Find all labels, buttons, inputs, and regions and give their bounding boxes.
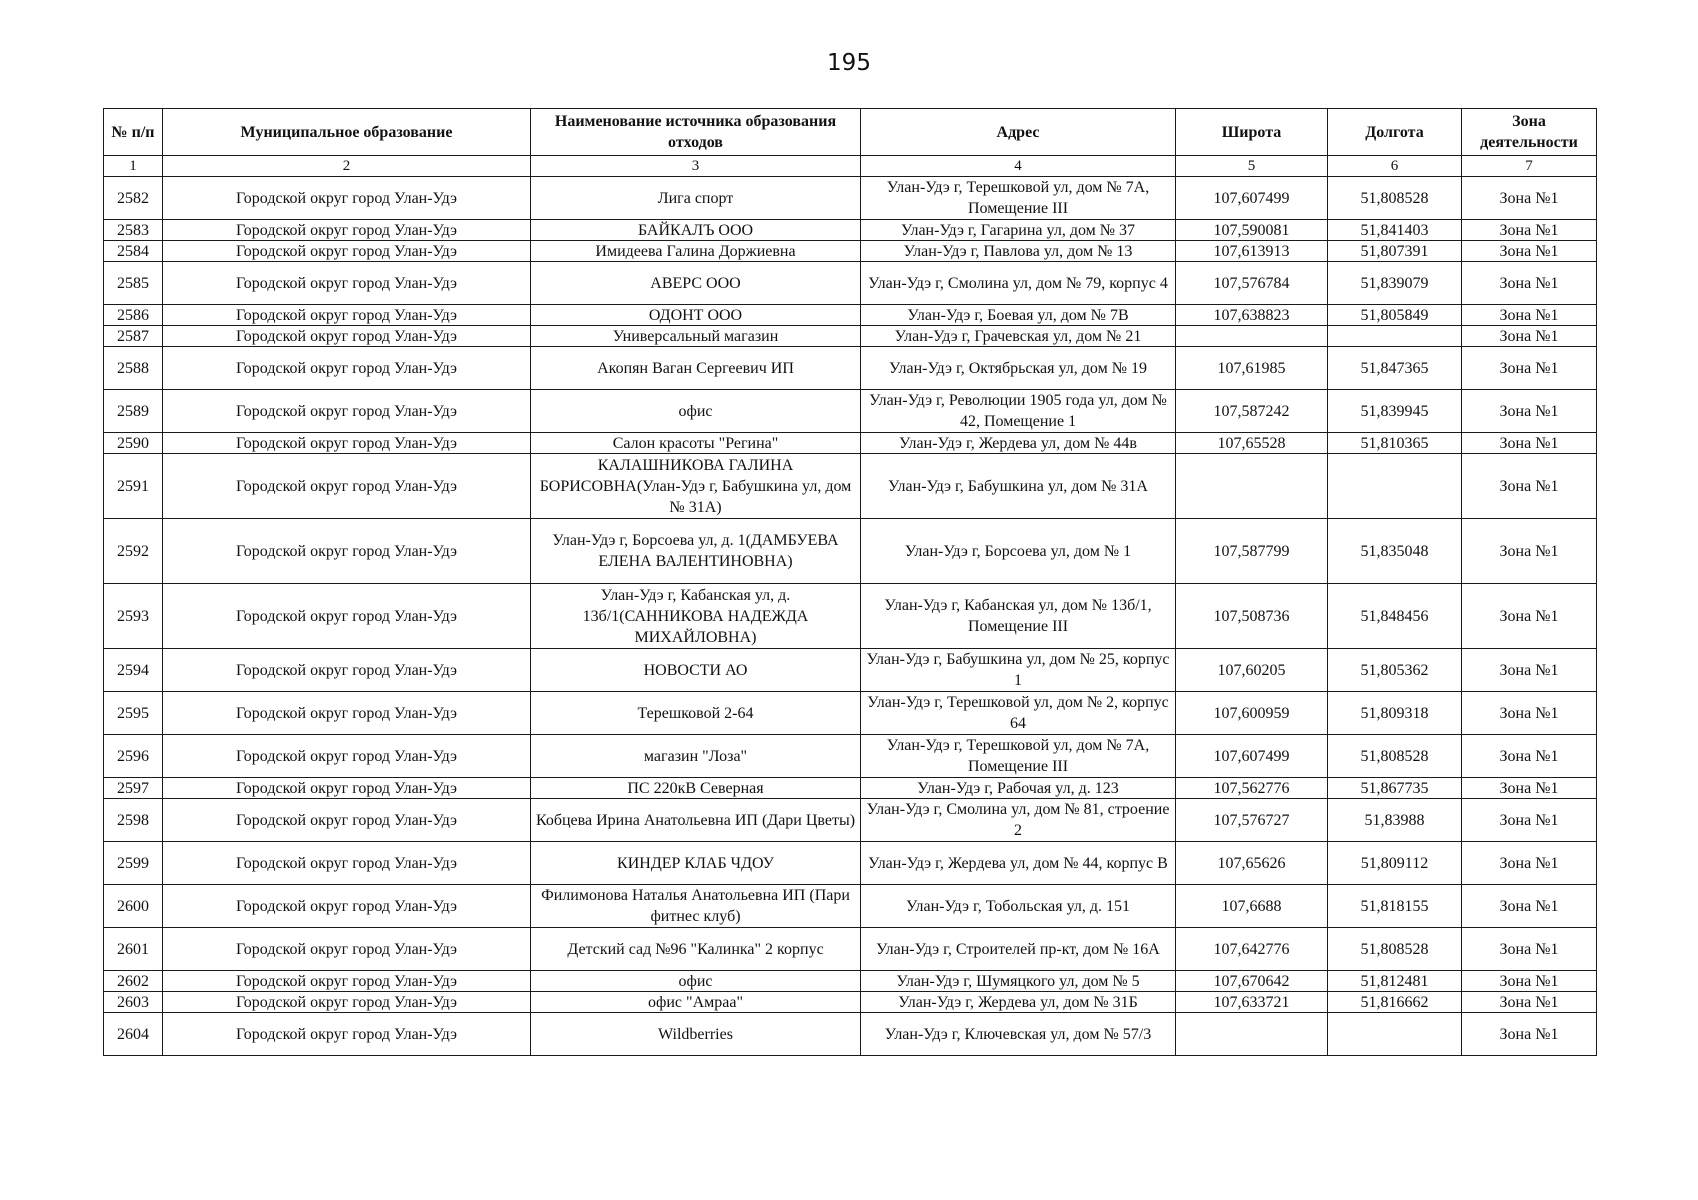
source-name-cell: Терешковой 2-64 bbox=[531, 692, 861, 735]
column-number: 6 bbox=[1328, 156, 1462, 177]
column-number: 3 bbox=[531, 156, 861, 177]
source-name-cell: КАЛАШНИКОВА ГАЛИНА БОРИСОВНА(Улан-Удэ г, Бабушкина ул, дом № 31А) bbox=[531, 454, 861, 519]
latitude-cell: 107,65528 bbox=[1176, 433, 1328, 454]
address-cell: Улан-Удэ г, Кабанская ул, дом № 13б/1, Помещение III bbox=[861, 584, 1176, 649]
address-cell: Улан-Удэ г, Революции 1905 года ул, дом № 42, Помещение 1 bbox=[861, 390, 1176, 433]
source-name-cell: Кобцева Ирина Анатольевна ИП (Дари Цветы) bbox=[531, 799, 861, 842]
table-row bbox=[104, 220, 1597, 241]
zone-cell: Зона №1 bbox=[1462, 885, 1597, 928]
latitude-cell: 107,638823 bbox=[1176, 305, 1328, 326]
longitude-cell: 51,809318 bbox=[1328, 692, 1462, 735]
table-row bbox=[104, 842, 1597, 885]
address-cell: Улан-Удэ г, Боевая ул, дом № 7В bbox=[861, 305, 1176, 326]
longitude-cell: 51,848456 bbox=[1328, 584, 1462, 649]
zone-cell: Зона №1 bbox=[1462, 326, 1597, 347]
source-name-cell: офис bbox=[531, 390, 861, 433]
municipality-cell: Городской округ город Улан-Удэ bbox=[163, 347, 531, 390]
column-number: 2 bbox=[163, 156, 531, 177]
address-cell: Улан-Удэ г, Бабушкина ул, дом № 25, корпус 1 bbox=[861, 649, 1176, 692]
municipality-cell: Городской округ город Улан-Удэ bbox=[163, 519, 531, 584]
longitude-cell: 51,807391 bbox=[1328, 241, 1462, 262]
municipality-cell: Городской округ город Улан-Удэ bbox=[163, 735, 531, 778]
row-number: 2587 bbox=[104, 326, 163, 347]
zone-cell: Зона №1 bbox=[1462, 1013, 1597, 1056]
row-number: 2604 bbox=[104, 1013, 163, 1056]
header-latitude: Широта bbox=[1176, 109, 1328, 156]
table-row bbox=[104, 992, 1597, 1013]
municipality-cell: Городской округ город Улан-Удэ bbox=[163, 584, 531, 649]
table-row bbox=[104, 241, 1597, 262]
municipality-cell: Городской округ город Улан-Удэ bbox=[163, 433, 531, 454]
municipality-cell: Городской округ город Улан-Удэ bbox=[163, 1013, 531, 1056]
longitude-cell: 51,847365 bbox=[1328, 347, 1462, 390]
table-row bbox=[104, 735, 1597, 778]
header-source-name: Наименование источника образования отходов bbox=[531, 109, 861, 156]
table-row bbox=[104, 649, 1597, 692]
table-row bbox=[104, 326, 1597, 347]
zone-cell: Зона №1 bbox=[1462, 649, 1597, 692]
zone-cell: Зона №1 bbox=[1462, 220, 1597, 241]
zone-cell: Зона №1 bbox=[1462, 347, 1597, 390]
source-name-cell: Улан-Удэ г, Кабанская ул, д. 13б/1(САННИКОВА НАДЕЖДА МИХАЙЛОВНА) bbox=[531, 584, 861, 649]
table-row bbox=[104, 177, 1597, 220]
latitude-cell: 107,607499 bbox=[1176, 177, 1328, 220]
row-number: 2594 bbox=[104, 649, 163, 692]
address-cell: Улан-Удэ г, Терешковой ул, дом № 2, корпус 64 bbox=[861, 692, 1176, 735]
latitude-cell: 107,670642 bbox=[1176, 971, 1328, 992]
zone-cell: Зона №1 bbox=[1462, 735, 1597, 778]
table-row bbox=[104, 584, 1597, 649]
longitude-cell: 51,805849 bbox=[1328, 305, 1462, 326]
header-address: Адрес bbox=[861, 109, 1176, 156]
source-name-cell: АВЕРС ООО bbox=[531, 262, 861, 305]
table-row bbox=[104, 519, 1597, 584]
row-number: 2599 bbox=[104, 842, 163, 885]
header-row bbox=[104, 109, 1597, 156]
latitude-cell: 107,60205 bbox=[1176, 649, 1328, 692]
municipality-cell: Городской округ город Улан-Удэ bbox=[163, 885, 531, 928]
address-cell: Улан-Удэ г, Павлова ул, дом № 13 bbox=[861, 241, 1176, 262]
latitude-cell: 107,65626 bbox=[1176, 842, 1328, 885]
latitude-cell: 107,576784 bbox=[1176, 262, 1328, 305]
longitude-cell: 51,812481 bbox=[1328, 971, 1462, 992]
municipality-cell: Городской округ город Улан-Удэ bbox=[163, 928, 531, 971]
page-number: 195 bbox=[827, 50, 871, 76]
row-number: 2585 bbox=[104, 262, 163, 305]
table-row bbox=[104, 928, 1597, 971]
address-cell: Улан-Удэ г, Терешковой ул, дом № 7А, Помещение III bbox=[861, 177, 1176, 220]
longitude-cell: 51,839079 bbox=[1328, 262, 1462, 305]
zone-cell: Зона №1 bbox=[1462, 433, 1597, 454]
longitude-cell: 51,805362 bbox=[1328, 649, 1462, 692]
row-number: 2597 bbox=[104, 778, 163, 799]
table-row bbox=[104, 347, 1597, 390]
zone-cell: Зона №1 bbox=[1462, 454, 1597, 519]
latitude-cell: 107,61985 bbox=[1176, 347, 1328, 390]
zone-cell: Зона №1 bbox=[1462, 971, 1597, 992]
latitude-cell: 107,562776 bbox=[1176, 778, 1328, 799]
address-cell: Улан-Удэ г, Тобольская ул, д. 151 bbox=[861, 885, 1176, 928]
longitude-cell bbox=[1328, 1013, 1462, 1056]
row-number: 2596 bbox=[104, 735, 163, 778]
column-number: 7 bbox=[1462, 156, 1597, 177]
municipality-cell: Городской округ город Улан-Удэ bbox=[163, 454, 531, 519]
table-row bbox=[104, 1013, 1597, 1056]
latitude-cell: 107,600959 bbox=[1176, 692, 1328, 735]
municipality-cell: Городской округ город Улан-Удэ bbox=[163, 992, 531, 1013]
source-name-cell: НОВОСТИ АО bbox=[531, 649, 861, 692]
latitude-cell: 107,590081 bbox=[1176, 220, 1328, 241]
zone-cell: Зона №1 bbox=[1462, 778, 1597, 799]
table-row bbox=[104, 778, 1597, 799]
longitude-cell: 51,808528 bbox=[1328, 735, 1462, 778]
address-cell: Улан-Удэ г, Грачевская ул, дом № 21 bbox=[861, 326, 1176, 347]
municipality-cell: Городской округ город Улан-Удэ bbox=[163, 220, 531, 241]
source-name-cell: Универсальный магазин bbox=[531, 326, 861, 347]
longitude-cell: 51,816662 bbox=[1328, 992, 1462, 1013]
row-number: 2592 bbox=[104, 519, 163, 584]
longitude-cell: 51,818155 bbox=[1328, 885, 1462, 928]
row-number: 2602 bbox=[104, 971, 163, 992]
source-name-cell: Салон красоты "Регина" bbox=[531, 433, 861, 454]
address-cell: Улан-Удэ г, Гагарина ул, дом № 37 bbox=[861, 220, 1176, 241]
latitude-cell: 107,576727 bbox=[1176, 799, 1328, 842]
source-name-cell: Wildberries bbox=[531, 1013, 861, 1056]
zone-cell: Зона №1 bbox=[1462, 584, 1597, 649]
longitude-cell: 51,808528 bbox=[1328, 928, 1462, 971]
municipality-cell: Городской округ город Улан-Удэ bbox=[163, 262, 531, 305]
table-body bbox=[104, 177, 1597, 1056]
row-number: 2583 bbox=[104, 220, 163, 241]
longitude-cell bbox=[1328, 326, 1462, 347]
table-row bbox=[104, 433, 1597, 454]
row-number: 2593 bbox=[104, 584, 163, 649]
table-row bbox=[104, 692, 1597, 735]
municipality-cell: Городской округ город Улан-Удэ bbox=[163, 305, 531, 326]
municipality-cell: Городской округ город Улан-Удэ bbox=[163, 842, 531, 885]
source-name-cell: Имидеева Галина Доржиевна bbox=[531, 241, 861, 262]
latitude-cell: 107,508736 bbox=[1176, 584, 1328, 649]
address-cell: Улан-Удэ г, Строителей пр-кт, дом № 16А bbox=[861, 928, 1176, 971]
address-cell: Улан-Удэ г, Смолина ул, дом № 79, корпус 4 bbox=[861, 262, 1176, 305]
address-cell: Улан-Удэ г, Ключевская ул, дом № 57/3 bbox=[861, 1013, 1176, 1056]
source-name-cell: БАЙКАЛЪ ООО bbox=[531, 220, 861, 241]
zone-cell: Зона №1 bbox=[1462, 692, 1597, 735]
longitude-cell: 51,83988 bbox=[1328, 799, 1462, 842]
longitude-cell: 51,809112 bbox=[1328, 842, 1462, 885]
table-row bbox=[104, 305, 1597, 326]
source-name-cell: Филимонова Наталья Анатольевна ИП (Пари фитнес клуб) bbox=[531, 885, 861, 928]
zone-cell: Зона №1 bbox=[1462, 842, 1597, 885]
zone-cell: Зона №1 bbox=[1462, 305, 1597, 326]
row-number: 2591 bbox=[104, 454, 163, 519]
address-cell: Улан-Удэ г, Шумяцкого ул, дом № 5 bbox=[861, 971, 1176, 992]
address-cell: Улан-Удэ г, Октябрьская ул, дом № 19 bbox=[861, 347, 1176, 390]
header-number: № п/п bbox=[104, 109, 163, 156]
address-cell: Улан-Удэ г, Терешковой ул, дом № 7А, Помещение III bbox=[861, 735, 1176, 778]
source-name-cell: Акопян Ваган Сергеевич ИП bbox=[531, 347, 861, 390]
longitude-cell bbox=[1328, 454, 1462, 519]
longitude-cell: 51,810365 bbox=[1328, 433, 1462, 454]
municipality-cell: Городской округ город Улан-Удэ bbox=[163, 692, 531, 735]
source-name-cell: магазин "Лоза" bbox=[531, 735, 861, 778]
municipality-cell: Городской округ город Улан-Удэ bbox=[163, 778, 531, 799]
longitude-cell: 51,867735 bbox=[1328, 778, 1462, 799]
zone-cell: Зона №1 bbox=[1462, 241, 1597, 262]
municipality-cell: Городской округ город Улан-Удэ bbox=[163, 649, 531, 692]
zone-cell: Зона №1 bbox=[1462, 262, 1597, 305]
longitude-cell: 51,808528 bbox=[1328, 177, 1462, 220]
table-row bbox=[104, 799, 1597, 842]
source-name-cell: ОДОНТ ООО bbox=[531, 305, 861, 326]
table-row bbox=[104, 885, 1597, 928]
latitude-cell: 107,642776 bbox=[1176, 928, 1328, 971]
zone-cell: Зона №1 bbox=[1462, 799, 1597, 842]
header-longitude: Долгота bbox=[1328, 109, 1462, 156]
column-number: 1 bbox=[104, 156, 163, 177]
longitude-cell: 51,839945 bbox=[1328, 390, 1462, 433]
row-number: 2598 bbox=[104, 799, 163, 842]
longitude-cell: 51,841403 bbox=[1328, 220, 1462, 241]
longitude-cell: 51,835048 bbox=[1328, 519, 1462, 584]
municipality-cell: Городской округ город Улан-Удэ bbox=[163, 390, 531, 433]
row-number: 2588 bbox=[104, 347, 163, 390]
latitude-cell bbox=[1176, 454, 1328, 519]
table-row bbox=[104, 454, 1597, 519]
latitude-cell bbox=[1176, 326, 1328, 347]
latitude-cell: 107,6688 bbox=[1176, 885, 1328, 928]
address-cell: Улан-Удэ г, Жердева ул, дом № 44в bbox=[861, 433, 1176, 454]
latitude-cell: 107,607499 bbox=[1176, 735, 1328, 778]
address-cell: Улан-Удэ г, Смолина ул, дом № 81, строение 2 bbox=[861, 799, 1176, 842]
source-name-cell: офис bbox=[531, 971, 861, 992]
municipality-cell: Городской округ город Улан-Удэ bbox=[163, 799, 531, 842]
row-number: 2595 bbox=[104, 692, 163, 735]
row-number: 2589 bbox=[104, 390, 163, 433]
source-name-cell: ПС 220кВ Северная bbox=[531, 778, 861, 799]
column-number-row bbox=[104, 156, 1597, 177]
latitude-cell: 107,613913 bbox=[1176, 241, 1328, 262]
municipality-cell: Городской округ город Улан-Удэ bbox=[163, 177, 531, 220]
column-number: 4 bbox=[861, 156, 1176, 177]
latitude-cell: 107,587242 bbox=[1176, 390, 1328, 433]
row-number: 2590 bbox=[104, 433, 163, 454]
row-number: 2603 bbox=[104, 992, 163, 1013]
latitude-cell: 107,587799 bbox=[1176, 519, 1328, 584]
zone-cell: Зона №1 bbox=[1462, 928, 1597, 971]
column-number: 5 bbox=[1176, 156, 1328, 177]
source-name-cell: Улан-Удэ г, Борсоева ул, д. 1(ДАМБУЕВА ЕЛЕНА ВАЛЕНТИНОВНА) bbox=[531, 519, 861, 584]
source-name-cell: Детский сад №96 "Калинка" 2 корпус bbox=[531, 928, 861, 971]
address-cell: Улан-Удэ г, Жердева ул, дом № 44, корпус В bbox=[861, 842, 1176, 885]
latitude-cell: 107,633721 bbox=[1176, 992, 1328, 1013]
municipality-cell: Городской округ город Улан-Удэ bbox=[163, 241, 531, 262]
zone-cell: Зона №1 bbox=[1462, 390, 1597, 433]
row-number: 2600 bbox=[104, 885, 163, 928]
table-row bbox=[104, 971, 1597, 992]
source-name-cell: КИНДЕР КЛАБ ЧДОУ bbox=[531, 842, 861, 885]
municipality-cell: Городской округ город Улан-Удэ bbox=[163, 326, 531, 347]
zone-cell: Зона №1 bbox=[1462, 519, 1597, 584]
zone-cell: Зона №1 bbox=[1462, 992, 1597, 1013]
waste-sources-table bbox=[103, 108, 1597, 1056]
header-zone: Зона деятельности bbox=[1462, 109, 1597, 156]
table-row bbox=[104, 390, 1597, 433]
address-cell: Улан-Удэ г, Бабушкина ул, дом № 31А bbox=[861, 454, 1176, 519]
header-municipality: Муниципальное образование bbox=[163, 109, 531, 156]
source-name-cell: Лига спорт bbox=[531, 177, 861, 220]
address-cell: Улан-Удэ г, Борсоева ул, дом № 1 bbox=[861, 519, 1176, 584]
table-row bbox=[104, 262, 1597, 305]
row-number: 2582 bbox=[104, 177, 163, 220]
latitude-cell bbox=[1176, 1013, 1328, 1056]
row-number: 2586 bbox=[104, 305, 163, 326]
municipality-cell: Городской округ город Улан-Удэ bbox=[163, 971, 531, 992]
address-cell: Улан-Удэ г, Рабочая ул, д. 123 bbox=[861, 778, 1176, 799]
row-number: 2601 bbox=[104, 928, 163, 971]
source-name-cell: офис "Амраа" bbox=[531, 992, 861, 1013]
zone-cell: Зона №1 bbox=[1462, 177, 1597, 220]
address-cell: Улан-Удэ г, Жердева ул, дом № 31Б bbox=[861, 992, 1176, 1013]
row-number: 2584 bbox=[104, 241, 163, 262]
